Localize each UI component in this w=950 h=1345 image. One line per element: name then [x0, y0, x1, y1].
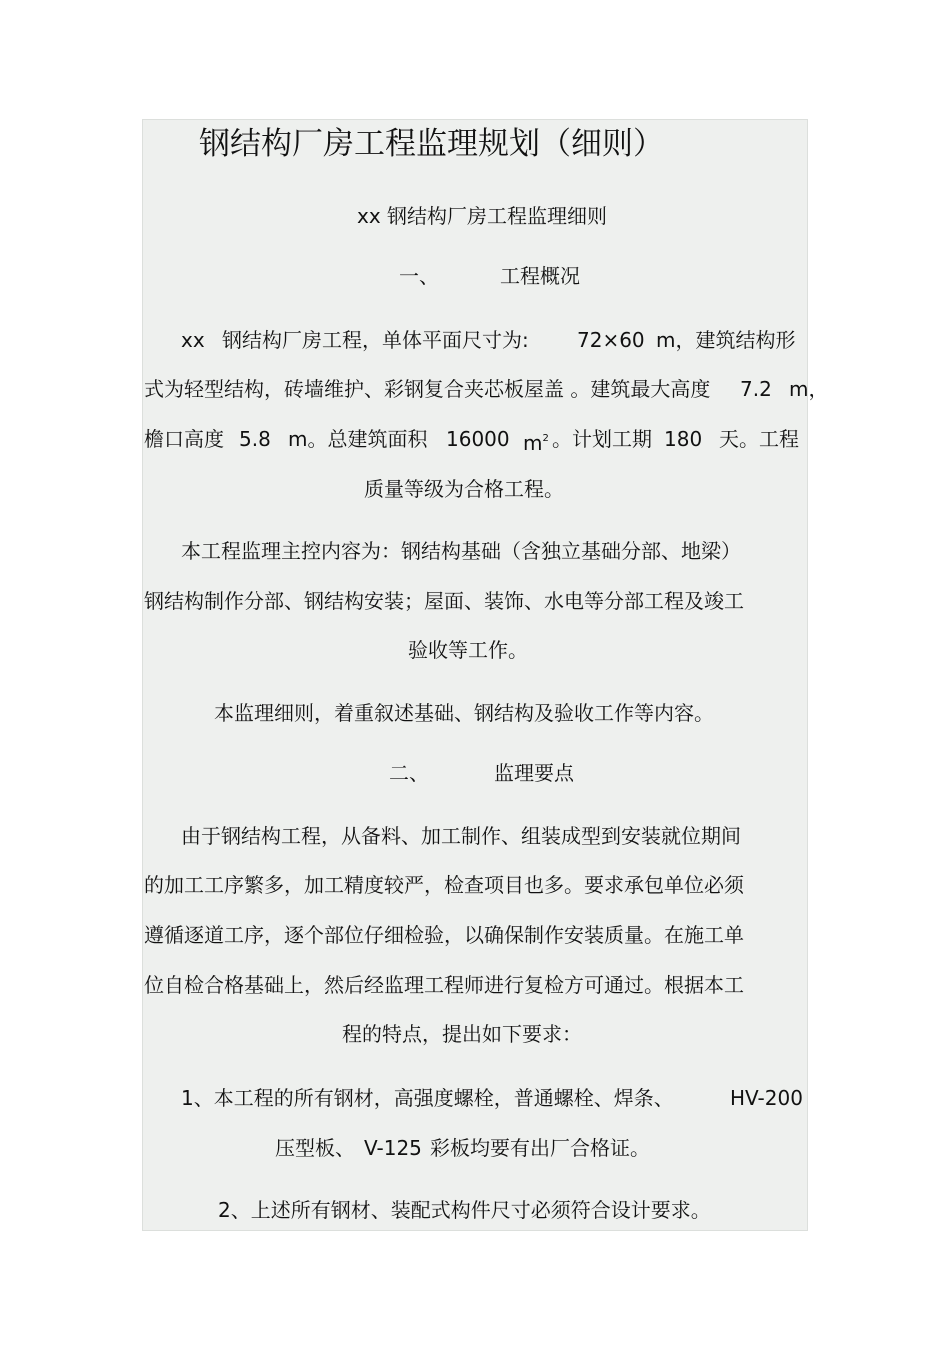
paragraph-text: 本工程监理主控内容为：钢结构基础（含独立基础分部、地梁） — [181, 539, 741, 563]
document-page — [142, 119, 808, 1231]
paragraph-text: 5.8 — [239, 427, 271, 451]
paragraph-text: 天。工程 — [719, 427, 799, 451]
paragraph-text: 质量等级为合格工程。 — [364, 477, 564, 501]
list-item: 2、上述所有钢材、装配式构件尺寸必须符合设计要求。 — [218, 1198, 711, 1222]
paragraph-text: 檐口高度 — [144, 427, 224, 451]
document-subtitle: xx 钢结构厂房工程监理细则 — [357, 204, 608, 228]
section-number: 一、 — [399, 264, 439, 288]
paragraph-text: m。总建筑面积 — [288, 427, 428, 451]
list-item: HV-200 — [730, 1086, 803, 1110]
paragraph-text: 验收等工作。 — [408, 638, 528, 662]
paragraph-text: 程的特点，提出如下要求： — [342, 1022, 582, 1046]
paragraph-text: 位自检合格基础上，然后经监理工程师进行复检方可通过。根据本工 — [144, 973, 744, 997]
paragraph-text: 7.2 — [740, 377, 772, 401]
paragraph-text: 。计划工期 — [552, 427, 652, 451]
paragraph-text: 72×60 — [577, 328, 645, 352]
document-title: 钢结构厂房工程监理规划（细则） — [199, 126, 664, 162]
paragraph-text: m，建筑结构形 — [656, 328, 796, 352]
paragraph-text: 由于钢结构工程，从备料、加工制作、组装成型到安装就位期间 — [181, 824, 741, 848]
list-item: 彩板均要有出厂合格证。 — [430, 1136, 650, 1160]
paragraph-text: 式为轻型结构，砖墙维护、彩钢复合夹芯板屋盖 。建筑最大高度 — [144, 377, 711, 401]
superscript: 2 — [542, 433, 549, 444]
list-item: 1、本工程的所有钢材，高强度螺栓，普通螺栓、焊条、 — [181, 1086, 674, 1110]
section-heading: 监理要点 — [494, 761, 574, 785]
paragraph-text: 遵循逐道工序，逐个部位仔细检验，以确保制作安装质量。在施工单 — [144, 923, 744, 947]
paragraph-text: m， — [789, 377, 829, 401]
section-number: 二、 — [389, 761, 429, 785]
list-item: V-125 — [364, 1136, 422, 1160]
paragraph-text: 的加工工序繁多，加工精度较严，检查项目也多。要求承包单位必须 — [144, 873, 744, 897]
paragraph-text: 180 — [664, 427, 703, 451]
paragraph-text: 钢结构厂房工程，单体平面尺寸为: — [222, 328, 529, 352]
section-heading: 工程概况 — [500, 264, 580, 288]
paragraph-text: xx — [181, 328, 205, 352]
list-item: 压型板、 — [275, 1136, 355, 1160]
paragraph-text: 本监理细则，着重叙述基础、钢结构及验收工作等内容。 — [214, 701, 714, 725]
area-unit: $m^2$ — [523, 431, 549, 455]
paragraph-text: 钢结构制作分部、钢结构安装；屋面、装饰、水电等分部工程及竣工 — [144, 589, 744, 613]
paragraph-text: 16000 — [446, 427, 510, 451]
